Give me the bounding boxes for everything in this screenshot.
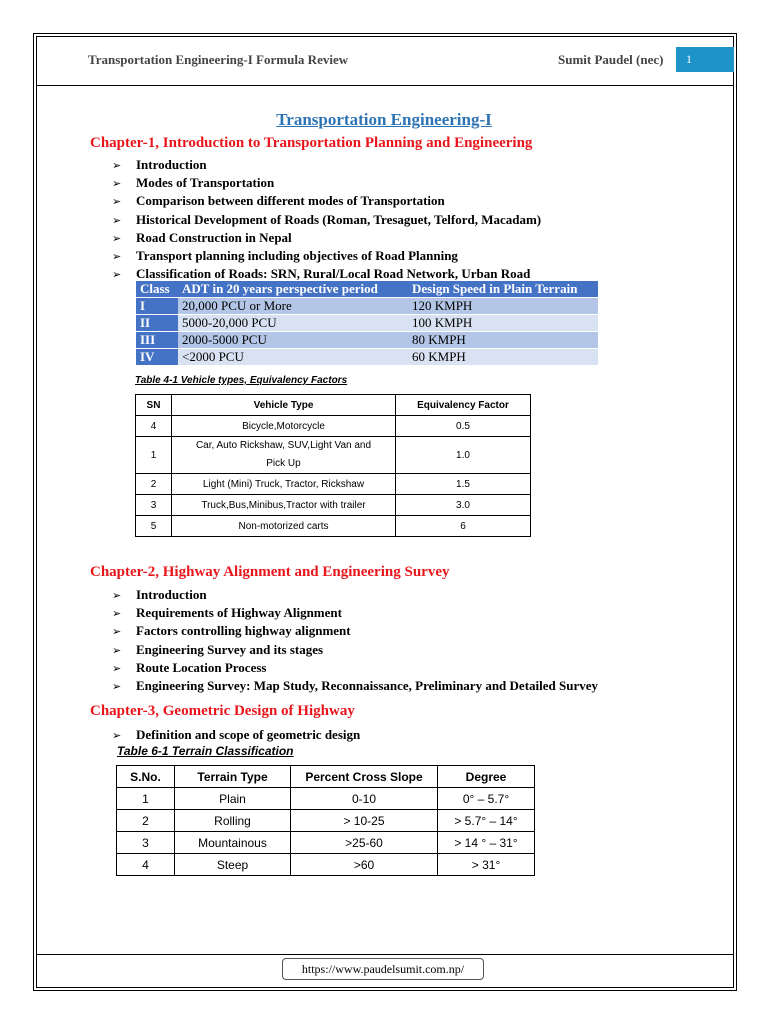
list-item: ➢ Introduction <box>112 586 598 604</box>
table-cell: Rolling <box>175 810 291 832</box>
table-cell: Plain <box>175 788 291 810</box>
arrow-bullet-icon: ➢ <box>112 661 122 675</box>
terrain-classification-table <box>116 765 535 876</box>
table-cell: >25-60 <box>291 832 438 854</box>
table-cell: 1 <box>117 788 175 810</box>
table-cell: 3 <box>136 495 172 516</box>
table-header-row <box>136 395 531 416</box>
list-item: ➢ Historical Development of Roads (Roman, Tresaguet, Telford, Macadam) <box>112 211 541 229</box>
table-header-cell: SN <box>136 395 172 416</box>
list-item: ➢ Route Location Process <box>112 659 598 677</box>
arrow-bullet-icon: ➢ <box>112 680 122 694</box>
table-cell: > 31° <box>438 854 535 876</box>
table-row <box>136 516 531 537</box>
chapter-1-topics <box>112 156 541 283</box>
table-cell: Car, Auto Rickshaw, SUV,Light Van and Pick Up <box>172 437 396 474</box>
table-row <box>117 854 535 876</box>
arrow-bullet-icon: ➢ <box>112 159 122 172</box>
chapter-3-heading: Chapter-3, Geometric Design of Highway <box>90 703 355 719</box>
table-cell: III <box>136 332 178 349</box>
arrow-bullet-icon: ➢ <box>112 589 122 602</box>
table-row <box>136 474 531 495</box>
table-cell: 2000-5000 PCU <box>178 332 408 349</box>
table-cell: Truck,Bus,Minibus,Tractor with trailer <box>172 495 396 516</box>
list-item: ➢ Engineering Survey and its stages <box>112 641 598 659</box>
table-header-cell: Terrain Type <box>175 766 291 788</box>
table-row <box>117 810 535 832</box>
page-header <box>37 37 733 85</box>
table-cell: 0-10 <box>291 788 438 810</box>
arrow-bullet-icon: ➢ <box>112 177 122 191</box>
list-item: ➢ Introduction <box>112 156 541 174</box>
table-cell: 100 KMPH <box>408 315 598 332</box>
table-cell: Mountainous <box>175 832 291 854</box>
table-row <box>136 298 598 315</box>
table-header-cell: Design Speed in Plain Terrain <box>408 281 598 298</box>
table-cell: 2 <box>117 810 175 832</box>
list-item: ➢ Modes of Transportation <box>112 174 541 192</box>
road-class-table <box>136 281 598 365</box>
table-header-row <box>117 766 535 788</box>
table-header-cell: S.No. <box>117 766 175 788</box>
table-row <box>136 437 531 474</box>
chapter-1-heading: Chapter-1, Introduction to Transportation Planning and Engineering <box>90 135 533 151</box>
table-row <box>136 349 598 366</box>
table-cell: 3.0 <box>396 495 531 516</box>
table-cell: I <box>136 298 178 315</box>
chapter-2-heading: Chapter-2, Highway Alignment and Engineering Survey <box>90 564 450 580</box>
table-cell: II <box>136 315 178 332</box>
table-cell: 2 <box>136 474 172 495</box>
header-author: Sumit Paudel (nec) <box>558 52 664 67</box>
vehicle-equivalency-table <box>135 394 531 537</box>
chapter-2-topics <box>112 586 598 695</box>
table-header-cell: Equivalency Factor <box>396 395 531 416</box>
table-cell: > 10-25 <box>291 810 438 832</box>
arrow-bullet-icon: ➢ <box>112 231 122 245</box>
table-cell: 0° – 5.7° <box>438 788 535 810</box>
header-divider <box>37 85 733 86</box>
footer-divider <box>37 954 733 955</box>
list-item: ➢ Requirements of Highway Alignment <box>112 604 598 622</box>
list-item: ➢ Engineering Survey: Map Study, Reconnaissance, Preliminary and Detailed Survey <box>112 677 598 695</box>
table-cell: 20,000 PCU or More <box>178 298 408 315</box>
table-cell: > 5.7° – 14° <box>438 810 535 832</box>
table-cell: 4 <box>117 854 175 876</box>
table-cell: 60 KMPH <box>408 349 598 366</box>
list-item: ➢ Definition and scope of geometric design <box>112 726 360 744</box>
arrow-bullet-icon: ➢ <box>112 250 122 264</box>
table-cell: 5000-20,000 PCU <box>178 315 408 332</box>
table-cell: 1 <box>136 437 172 474</box>
table-cell: 5 <box>136 516 172 537</box>
table-cell: 6 <box>396 516 531 537</box>
table-cell: Steep <box>175 854 291 876</box>
table-header-row <box>136 281 598 298</box>
chapter-3-topics <box>112 726 360 744</box>
table-row <box>136 315 598 332</box>
table-header-cell: Vehicle Type <box>172 395 396 416</box>
list-item: ➢ Factors controlling highway alignment <box>112 622 598 640</box>
table-cell: 80 KMPH <box>408 332 598 349</box>
table-cell: 3 <box>117 832 175 854</box>
table-row <box>117 788 535 810</box>
arrow-bullet-icon: ➢ <box>112 729 122 742</box>
terrain-table-caption: Table 6-1 Terrain Classification <box>117 744 294 758</box>
table-cell: >60 <box>291 854 438 876</box>
footer-website-link[interactable]: https://www.paudelsumit.com.np/ <box>282 958 484 980</box>
list-item: ➢ Classification of Roads: SRN, Rural/Local Road Network, Urban Road <box>112 265 541 283</box>
table-cell: 1.5 <box>396 474 531 495</box>
header-document-title: Transportation Engineering-I Formula Review <box>88 52 349 67</box>
arrow-bullet-icon: ➢ <box>112 195 122 209</box>
document-title <box>0 110 768 130</box>
page-number-badge: 1 <box>676 47 734 72</box>
vehicle-table-caption: Table 4-1 Vehicle types, Equivalency Factors <box>135 375 348 386</box>
table-header-cell: Percent Cross Slope <box>291 766 438 788</box>
table-cell: Non-motorized carts <box>172 516 396 537</box>
table-header-cell: ADT in 20 years perspective period <box>178 281 408 298</box>
list-item: ➢ Comparison between different modes of Transportation <box>112 192 541 210</box>
table-cell: Light (Mini) Truck, Tractor, Rickshaw <box>172 474 396 495</box>
table-cell: 0.5 <box>396 416 531 437</box>
arrow-bullet-icon: ➢ <box>112 213 122 227</box>
arrow-bullet-icon: ➢ <box>112 607 122 621</box>
arrow-bullet-icon: ➢ <box>112 625 122 639</box>
document-title-text: Transportation Engineering-I <box>276 110 492 129</box>
table-row <box>136 416 531 437</box>
table-row <box>117 832 535 854</box>
table-header-cell: Degree <box>438 766 535 788</box>
arrow-bullet-icon: ➢ <box>112 643 122 657</box>
table-header-cell: Class <box>136 281 178 298</box>
table-row <box>136 332 598 349</box>
table-cell: 1.0 <box>396 437 531 474</box>
table-cell: 120 KMPH <box>408 298 598 315</box>
arrow-bullet-icon: ➢ <box>112 268 122 282</box>
list-item: ➢ Transport planning including objectives of Road Planning <box>112 247 541 265</box>
table-cell: <2000 PCU <box>178 349 408 366</box>
table-cell: IV <box>136 349 178 366</box>
table-cell: 4 <box>136 416 172 437</box>
table-cell: Bicycle,Motorcycle <box>172 416 396 437</box>
table-cell: > 14 ° – 31° <box>438 832 535 854</box>
table-row <box>136 495 531 516</box>
list-item: ➢ Road Construction in Nepal <box>112 229 541 247</box>
